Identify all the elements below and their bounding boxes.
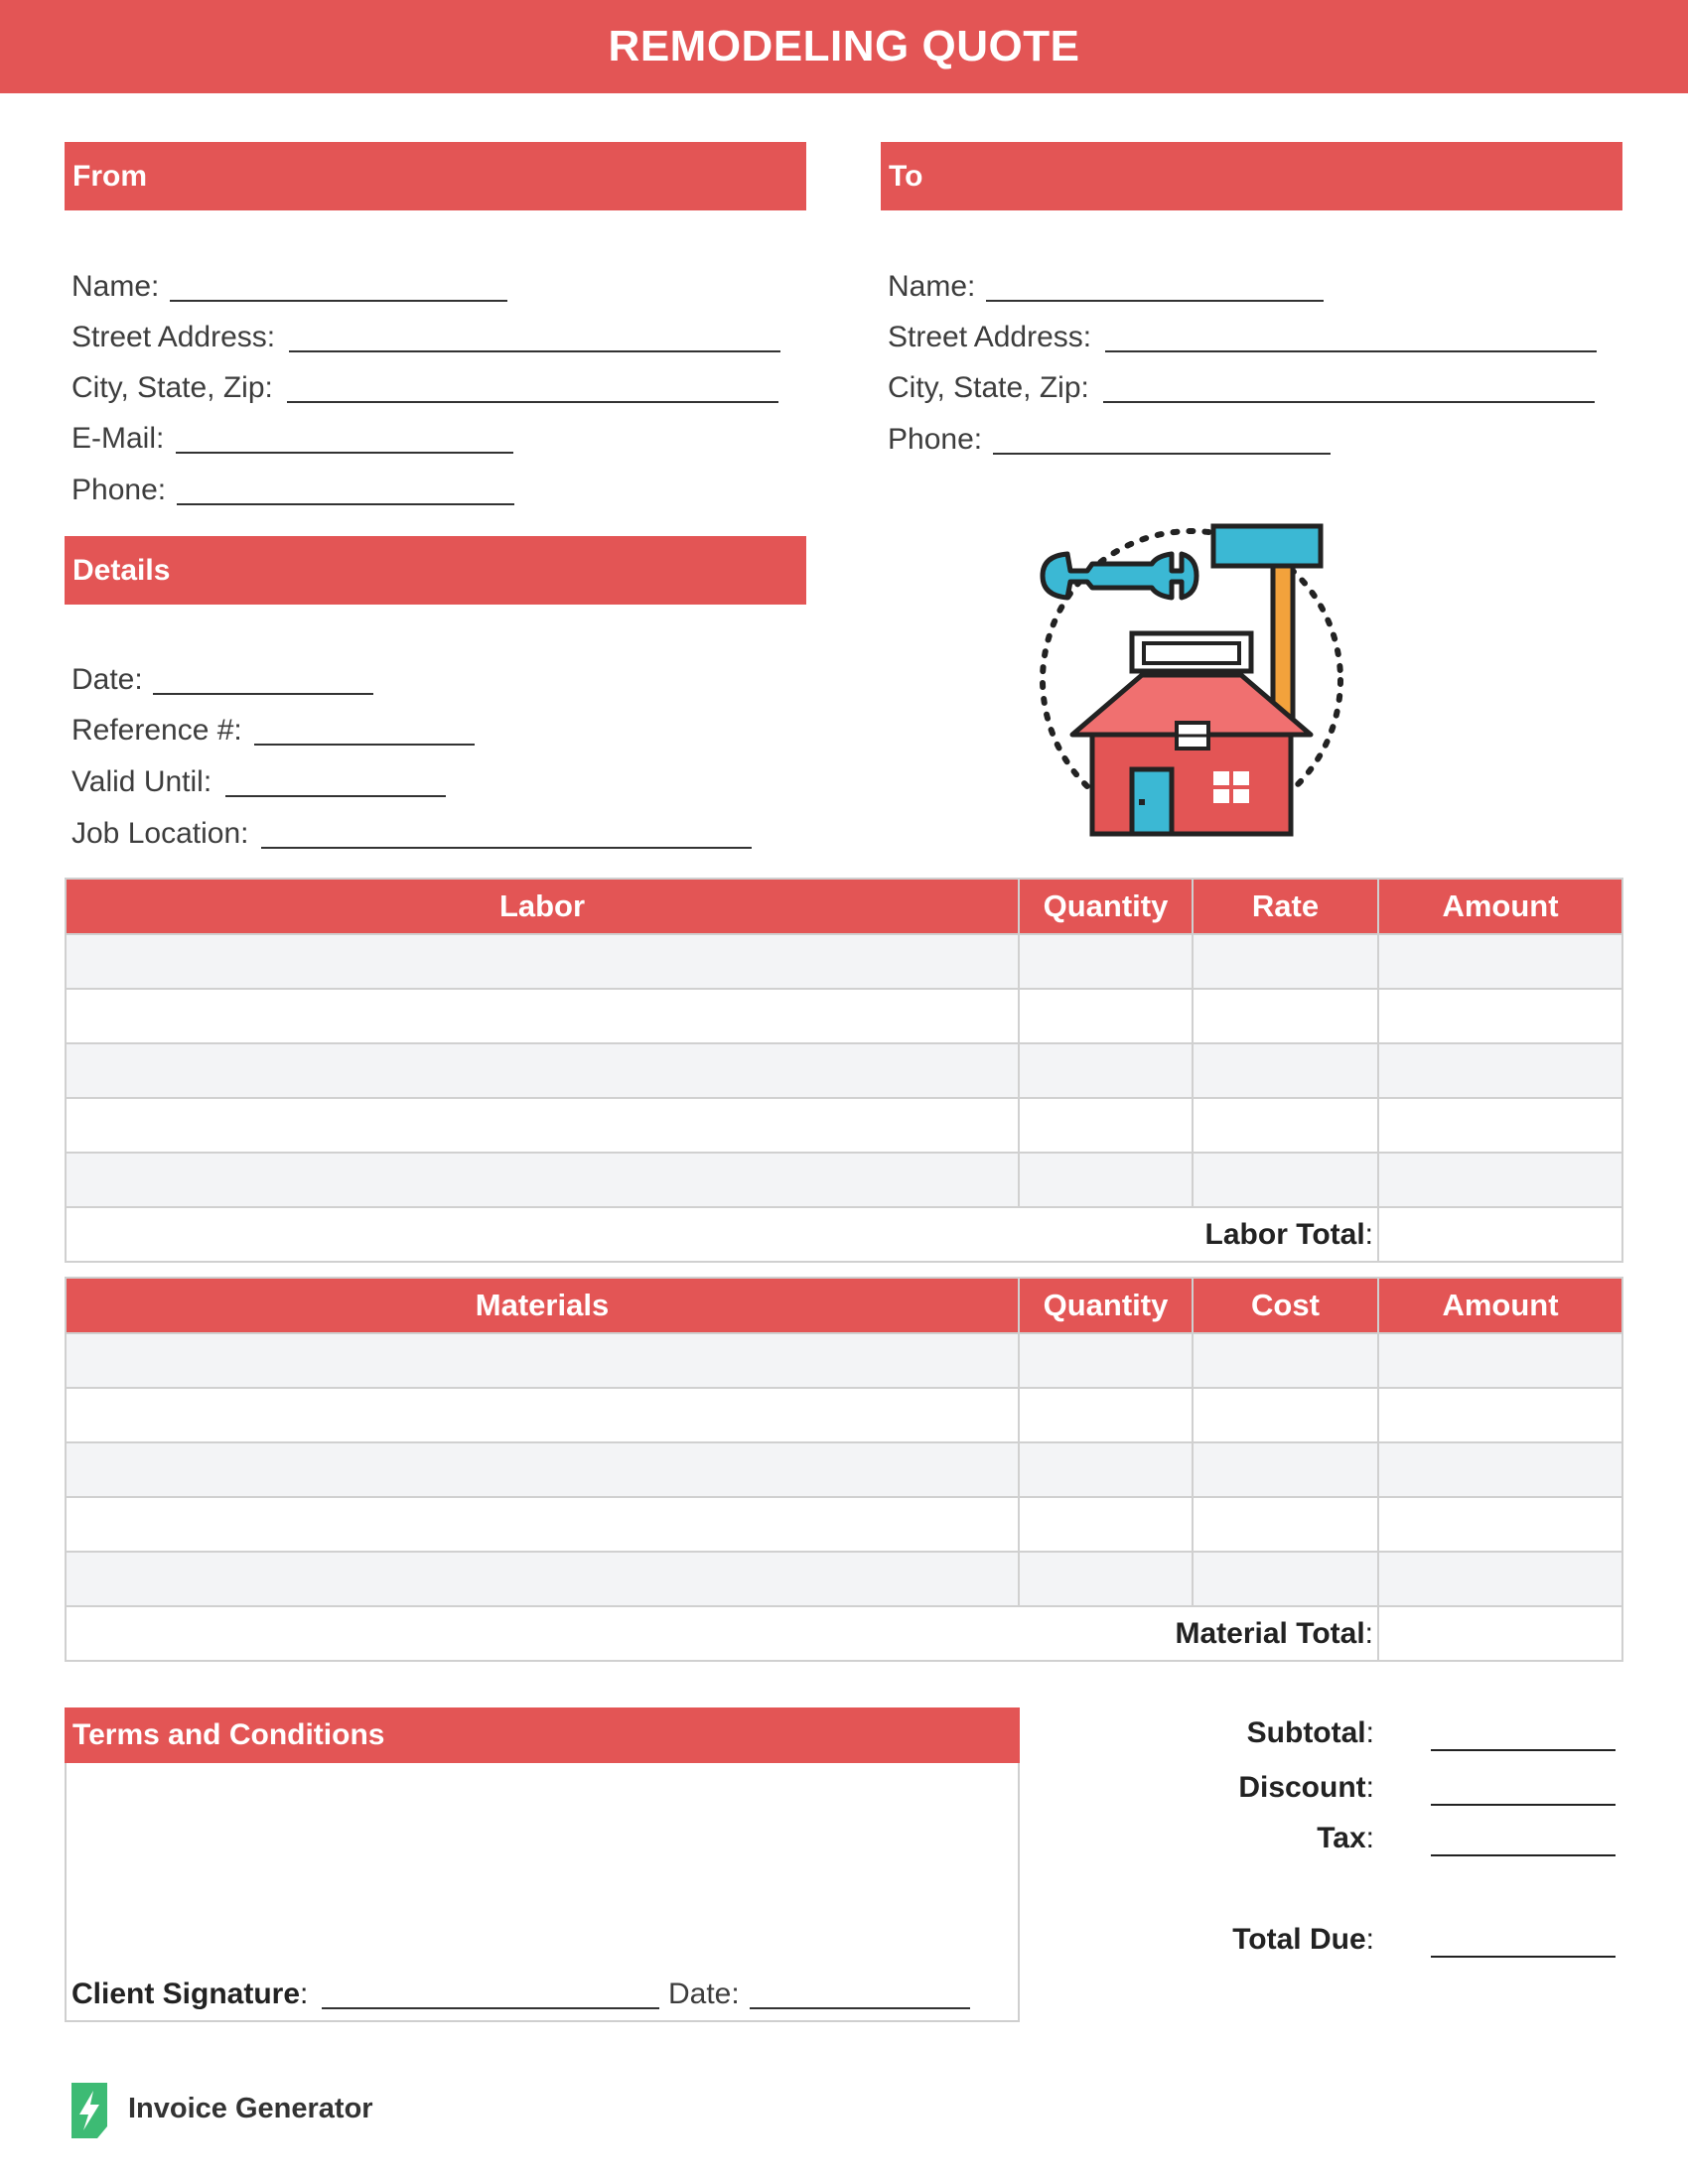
table-row bbox=[66, 1153, 1622, 1207]
terms-text-area[interactable] bbox=[67, 1765, 1018, 1944]
details-job-location-input[interactable] bbox=[261, 815, 752, 849]
from-street-label: Street Address: bbox=[71, 321, 276, 353]
from-city-input[interactable] bbox=[287, 369, 778, 403]
to-heading: To bbox=[889, 160, 923, 193]
labor-table bbox=[65, 878, 1623, 1263]
hammer-head bbox=[1213, 526, 1321, 566]
table-row bbox=[66, 1098, 1622, 1153]
from-phone-label: Phone: bbox=[71, 474, 167, 506]
table-row bbox=[66, 1442, 1622, 1497]
table-row bbox=[66, 989, 1622, 1043]
to-name-input[interactable] bbox=[986, 268, 1324, 302]
labor-total-label: Labor Total: bbox=[66, 1207, 1378, 1262]
materials-quantity-header: Quantity bbox=[1019, 1278, 1193, 1333]
brand-name: Invoice Generator bbox=[128, 2093, 373, 2124]
labor-amount-header: Amount bbox=[1378, 879, 1622, 934]
discount-label: Discount: bbox=[1238, 1771, 1374, 1804]
materials-cost-header: Cost bbox=[1193, 1278, 1378, 1333]
materials-amount-header: Amount bbox=[1378, 1278, 1622, 1333]
to-city-label: City, State, Zip: bbox=[888, 371, 1089, 404]
title-bar bbox=[0, 0, 1688, 93]
wrench bbox=[1043, 554, 1196, 598]
table-row bbox=[66, 1497, 1622, 1552]
tax-input[interactable] bbox=[1431, 1821, 1616, 1856]
materials-header: Materials bbox=[66, 1278, 1019, 1333]
house-door bbox=[1132, 769, 1172, 834]
details-date-label: Date: bbox=[71, 663, 143, 696]
details-reference-label: Reference #: bbox=[71, 714, 242, 747]
from-city-label: City, State, Zip: bbox=[71, 371, 273, 404]
details-heading: Details bbox=[72, 554, 171, 587]
table-row bbox=[66, 934, 1622, 989]
from-street-input[interactable] bbox=[289, 319, 780, 352]
to-header bbox=[881, 142, 1622, 210]
from-email-label: E-Mail: bbox=[71, 422, 165, 455]
to-name-label: Name: bbox=[888, 270, 976, 303]
total-due-label: Total Due: bbox=[1232, 1923, 1374, 1956]
details-valid-until-label: Valid Until: bbox=[71, 765, 212, 798]
document-title: REMODELING QUOTE bbox=[608, 22, 1080, 70]
material-total-value[interactable] bbox=[1378, 1606, 1622, 1661]
to-street-label: Street Address: bbox=[888, 321, 1092, 353]
material-total-row bbox=[66, 1606, 1622, 1661]
roof-handle-inner bbox=[1144, 643, 1239, 663]
to-phone-input[interactable] bbox=[993, 421, 1331, 455]
to-city-input[interactable] bbox=[1103, 369, 1595, 403]
table-row bbox=[66, 1333, 1622, 1388]
from-heading: From bbox=[72, 160, 147, 193]
labor-total-value[interactable] bbox=[1378, 1207, 1622, 1262]
tax-label: Tax: bbox=[1317, 1822, 1374, 1854]
table-row bbox=[66, 1552, 1622, 1606]
total-due-input[interactable] bbox=[1431, 1922, 1616, 1958]
to-street-input[interactable] bbox=[1105, 319, 1597, 352]
details-reference-input[interactable] bbox=[254, 712, 475, 746]
details-header bbox=[65, 536, 806, 605]
signature-date-label: Date: bbox=[668, 1978, 740, 2010]
details-valid-until-input[interactable] bbox=[225, 763, 446, 797]
material-total-label: Material Total: bbox=[66, 1606, 1378, 1661]
lightning-bolt-icon bbox=[68, 2083, 111, 2138]
table-row bbox=[66, 1388, 1622, 1442]
subtotal-input[interactable] bbox=[1431, 1715, 1616, 1751]
details-job-location-label: Job Location: bbox=[71, 817, 249, 850]
signature-date-input[interactable] bbox=[750, 1976, 970, 2009]
house-tools-icon bbox=[1033, 516, 1350, 844]
terms-heading: Terms and Conditions bbox=[72, 1718, 385, 1751]
labor-total-row bbox=[66, 1207, 1622, 1262]
from-header bbox=[65, 142, 806, 210]
labor-rate-header: Rate bbox=[1193, 879, 1378, 934]
from-name-label: Name: bbox=[71, 270, 160, 303]
labor-quantity-header: Quantity bbox=[1019, 879, 1193, 934]
materials-table bbox=[65, 1277, 1623, 1662]
from-name-input[interactable] bbox=[170, 268, 507, 302]
details-date-input[interactable] bbox=[153, 661, 373, 695]
table-row bbox=[66, 1043, 1622, 1098]
from-email-input[interactable] bbox=[176, 420, 513, 454]
terms-header bbox=[65, 1707, 1020, 1763]
from-phone-input[interactable] bbox=[177, 472, 514, 505]
subtotal-label: Subtotal: bbox=[1246, 1716, 1374, 1749]
discount-input[interactable] bbox=[1431, 1770, 1616, 1806]
client-signature-input[interactable] bbox=[322, 1976, 659, 2009]
labor-header: Labor bbox=[66, 879, 1019, 934]
to-phone-label: Phone: bbox=[888, 423, 983, 456]
client-signature-label: Client Signature: bbox=[71, 1978, 309, 2010]
